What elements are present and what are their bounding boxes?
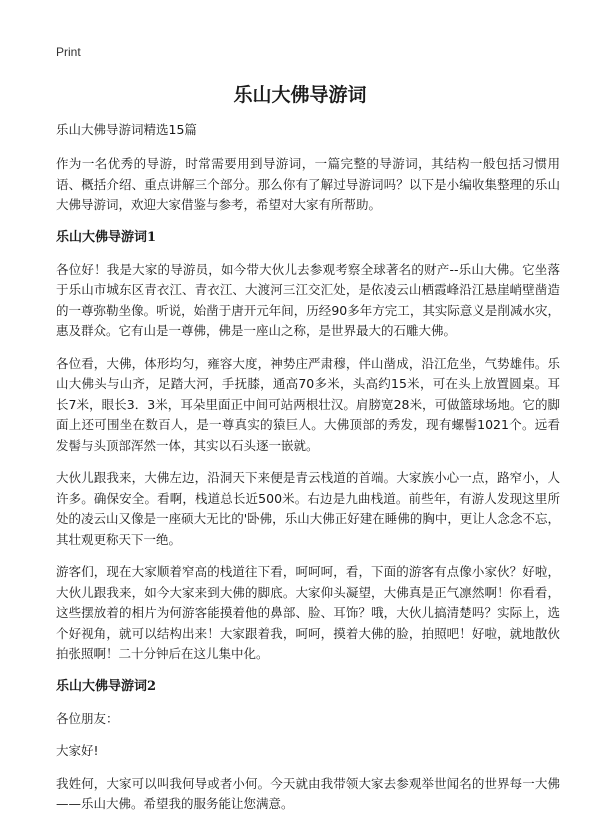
document-subtitle: 乐山大佛导游词精选15篇 (56, 122, 197, 137)
page-title: 乐山大佛导游词 (233, 84, 367, 106)
print-link[interactable]: Print (56, 45, 81, 59)
intro-paragraph: 作为一名优秀的导游，时常需要用到导游词，一篇完整的导游词，其结构一般包括习惯用语、概括介绍、重点讲解三个部分。那么你有了解过导游词吗？以下是小编收集整理的乐山大佛导游词，欢迎大家借鉴与参考，希望对大家有所帮助。 (56, 156, 560, 212)
section1-paragraph-2: 各位看，大佛，体形均匀，雍容大度，神势庄严肃穆，伴山凿成，沿江危坐，气势雄伟。乐山大佛头与山齐，足踏大河，手抚膝，通高70多米，头高约15米，可在头上放置圆桌。耳长7米，眼长3．3米，耳朵里面正中间可站两根壮汉。肩膀宽28米，可做篮球场地。它的脚面上还可围坐在数百人，是一尊真实的猿巨人。大佛顶部的秀发，现有螺髻1021个。远看发髻与头顶部浑然一体，其实以石头逐一嵌就。 (56, 355, 560, 453)
section-heading-1: 乐山大佛导游词1 (56, 229, 157, 245)
section2-paragraph-2: 大家好! (56, 743, 99, 758)
section1-paragraph-4: 游客们，现在大家顺着窄高的栈道往下看，呵呵呵，看，下面的游客有点像小家伙？好啦，大伙儿跟我来，如今大家来到大佛的脚底。大家仰头凝望，大佛真是正气凛然啊！你看看，这些摆放着的相片为何游客能摸着他的鼻部、脸、耳饰？哦，大伙儿搞清楚吗？实际上，选个好视角，就可以结构出来！大家跟着我，呵呵，摸着大佛的脸，拍照吧！好啦，就地散伙拍张照啊！二十分钟后在这儿集中化。 (56, 564, 560, 661)
section1-paragraph-3: 大伙儿跟我来，大佛左边，沿洞天下来便是青云栈道的首端。大家族小心一点，路窄小，人许多。确保安全。看啊，栈道总长近500米。右边是九曲栈道。前些年，有游人发现这里所处的凌云山又像是一座硕大无比的'卧佛，乐山大佛正好建在睡佛的胸中，更让人念念不忘，其壮观更称天下一绝。 (56, 470, 560, 547)
section-heading-2: 乐山大佛导游词2 (56, 678, 157, 694)
section2-paragraph-3: 我姓何，大家可以叫我何导或者小何。今天就由我带领大家去参观举世闻名的世界每一大佛——乐山大佛。希望我的服务能让您满意。 (56, 775, 560, 811)
document-body (56, 120, 560, 827)
section2-paragraph-1: 各位朋友： (56, 710, 119, 726)
section1-paragraph-1: 各位好！我是大家的导游员，如今带大伙儿去参观考察全球著名的财产--乐山大佛。它坐落于乐山市城东区青衣江、青衣江、大渡河三江交汇处，是依凌云山栖霞峰沿江悬崖峭壁凿造的一尊弥勒坐像。听说，始凿于唐开元年间，历经90多年方完工，其实际意义是削减水灾，惠及群众。它有山是一尊佛，佛是一座山之称，是世界最大的石雕大佛。 (56, 261, 560, 338)
